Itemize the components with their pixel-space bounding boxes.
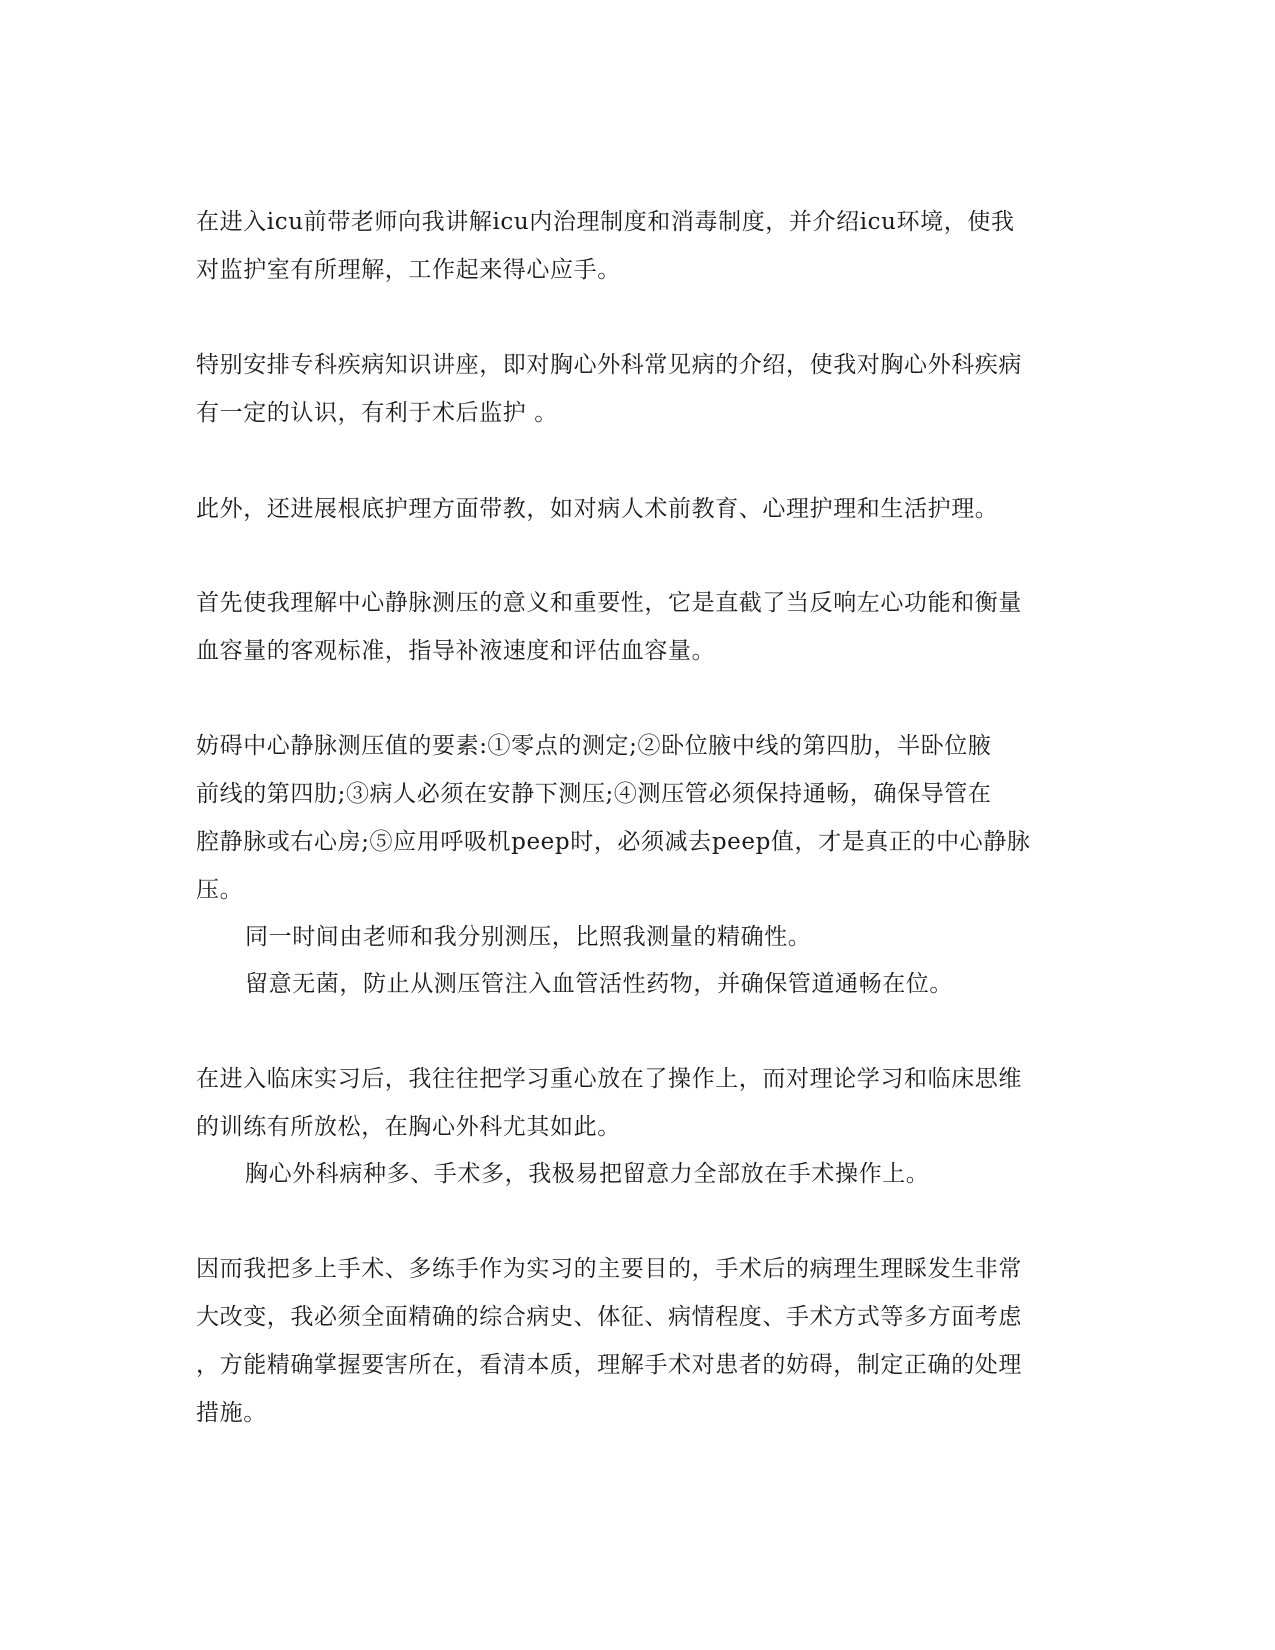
text-line: 在进入临床实习后，我往往把学习重心放在了操作上，而对理论学习和临床思维 (196, 1066, 1022, 1092)
text-line: 妨碍中心静脉测压值的要素:①零点的测定;②卧位腋中线的第四肋，半卧位腋 (196, 733, 992, 759)
text-line: 对监护室有所理解，工作起来得心应手。 (196, 257, 621, 283)
text-line: 有一定的认识，有利于术后监护 。 (196, 400, 558, 426)
text-line: 同一时间由老师和我分别测压，比照我测量的精确性。 (245, 924, 812, 950)
text-line: 在进入icu前带老师向我讲解icu内治理制度和消毒制度，并介绍icu环境，使我 (196, 209, 1015, 235)
text-line: 腔静脉或右心房;⑤应用呼吸机peep时，必须减去peep值，才是真正的中心静脉 (196, 829, 1031, 855)
text-line: 措施。 (196, 1400, 267, 1426)
text-line: 血容量的客观标准，指导补液速度和评估血容量。 (196, 638, 716, 664)
text-line: 压。 (196, 877, 244, 903)
text-line: 留意无菌，防止从测压管注入血管活性药物，并确保管道通畅在位。 (245, 971, 953, 997)
text-line: 胸心外科病种多、手术多，我极易把留意力全部放在手术操作上。 (245, 1161, 930, 1187)
text-line: 的训练有所放松，在胸心外科尤其如此。 (196, 1114, 621, 1140)
text-line: 因而我把多上手术、多练手作为实习的主要目的，手术后的病理生理睬发生非常 (196, 1256, 1022, 1282)
text-line: 大改变，我必须全面精确的综合病史、体征、病情程度、手术方式等多方面考虑 (196, 1304, 1022, 1330)
text-line: 首先使我理解中心静脉测压的意义和重要性，它是直截了当反响左心功能和衡量 (196, 590, 1022, 616)
text-line: 前线的第四肋;③病人必须在安静下测压;④测压管必须保持通畅，确保导管在 (196, 781, 992, 807)
text-line: 此外，还进展根底护理方面带教，如对病人术前教育、心理护理和生活护理。 (196, 496, 999, 522)
text-line: ，方能精确掌握要害所在，看清本质，理解手术对患者的妨碍，制定正确的处理 (196, 1352, 1022, 1378)
text-line: 特别安排专科疾病知识讲座，即对胸心外科常见病的介绍，使我对胸心外科疾病 (196, 352, 1022, 378)
